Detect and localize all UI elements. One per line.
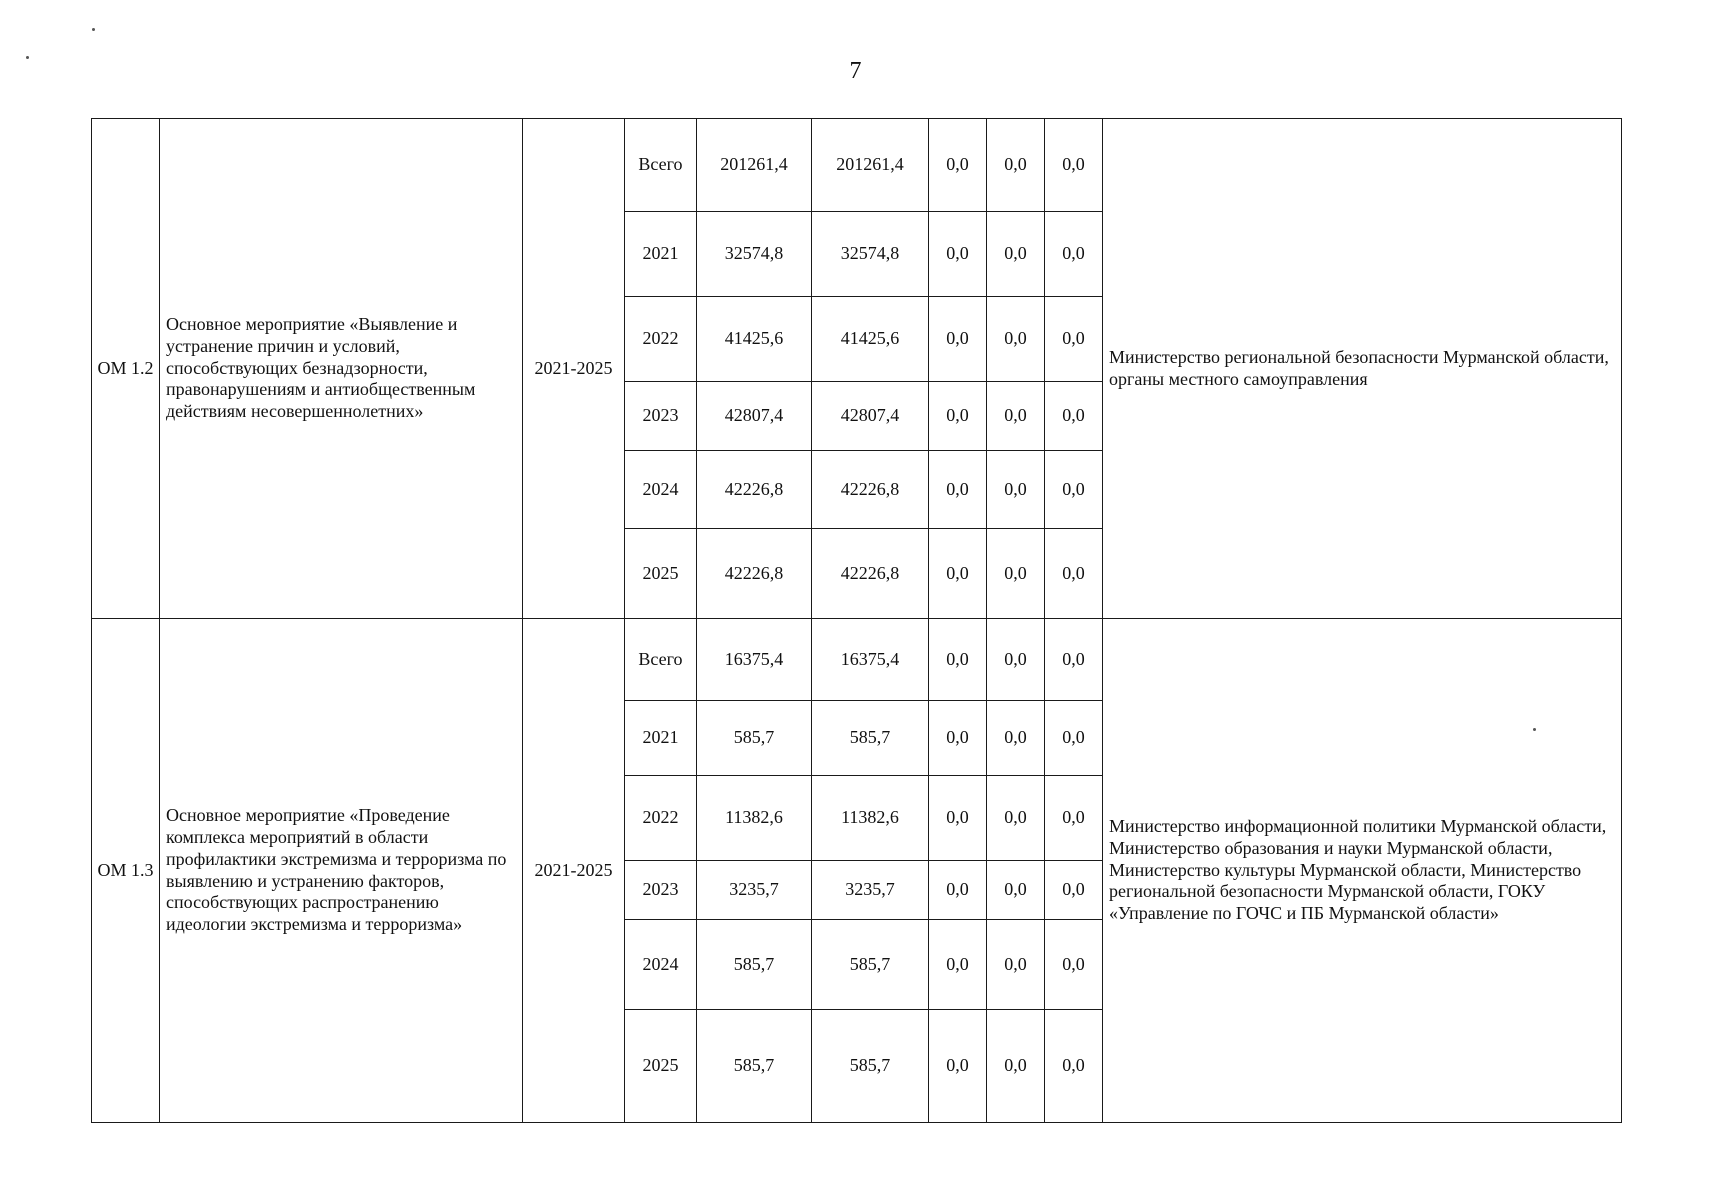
amount-cell: 0,0	[987, 920, 1045, 1010]
amount-cell: 0,0	[987, 451, 1045, 529]
year-cell: 2022	[625, 776, 697, 861]
year-cell: 2025	[625, 529, 697, 619]
scan-speck	[92, 28, 95, 31]
total-cell: 42226,8	[697, 529, 812, 619]
year-cell: 2023	[625, 861, 697, 920]
scan-speck	[26, 56, 29, 59]
amount-cell: 0,0	[929, 119, 987, 212]
total-cell: 585,7	[697, 701, 812, 776]
amount-cell: 0,0	[929, 619, 987, 701]
amount-cell: 0,0	[987, 701, 1045, 776]
program-measures-table	[91, 118, 1622, 1123]
total-cell: 585,7	[697, 1010, 812, 1123]
measure-period: 2021-2025	[523, 119, 625, 619]
amount-cell: 16375,4	[812, 619, 929, 701]
total-cell: 32574,8	[697, 212, 812, 297]
amount-cell: 0,0	[987, 297, 1045, 382]
amount-cell: 0,0	[929, 920, 987, 1010]
amount-cell: 0,0	[929, 451, 987, 529]
amount-cell: 0,0	[987, 529, 1045, 619]
total-cell: 16375,4	[697, 619, 812, 701]
total-cell: 11382,6	[697, 776, 812, 861]
measure-description: Основное мероприятие «Проведение комплекса мероприятий в области профилактики экстремизма и терроризма по выявлению и устранению факторов, способствующих распространению идеологии экстремизма и терроризма»	[160, 619, 523, 1123]
amount-cell: 0,0	[929, 1010, 987, 1123]
year-cell: 2021	[625, 701, 697, 776]
amount-cell: 0,0	[1045, 1010, 1103, 1123]
amount-cell: 0,0	[1045, 451, 1103, 529]
amount-cell: 585,7	[812, 1010, 929, 1123]
amount-cell: 0,0	[1045, 529, 1103, 619]
amount-cell: 0,0	[929, 212, 987, 297]
amount-cell: 0,0	[1045, 382, 1103, 451]
table-row	[92, 619, 1622, 701]
year-cell: 2022	[625, 297, 697, 382]
year-cell: 2024	[625, 920, 697, 1010]
year-cell: 2023	[625, 382, 697, 451]
amount-cell: 0,0	[987, 1010, 1045, 1123]
year-cell: 2024	[625, 451, 697, 529]
amount-cell: 0,0	[1045, 619, 1103, 701]
amount-cell: 585,7	[812, 920, 929, 1010]
amount-cell: 585,7	[812, 701, 929, 776]
amount-cell: 0,0	[929, 529, 987, 619]
scan-speck	[1533, 728, 1536, 731]
total-cell: 585,7	[697, 920, 812, 1010]
total-cell: 3235,7	[697, 861, 812, 920]
amount-cell: 0,0	[929, 776, 987, 861]
measure-period: 2021-2025	[523, 619, 625, 1123]
amount-cell: 0,0	[987, 861, 1045, 920]
amount-cell: 0,0	[987, 119, 1045, 212]
amount-cell: 32574,8	[812, 212, 929, 297]
year-cell: Всего	[625, 619, 697, 701]
amount-cell: 41425,6	[812, 297, 929, 382]
year-cell: 2021	[625, 212, 697, 297]
amount-cell: 42226,8	[812, 451, 929, 529]
total-cell: 41425,6	[697, 297, 812, 382]
amount-cell: 0,0	[1045, 119, 1103, 212]
amount-cell: 0,0	[987, 382, 1045, 451]
amount-cell: 0,0	[1045, 861, 1103, 920]
responsible-executors: Министерство региональной безопасности Мурманской области, органы местного самоуправления	[1103, 119, 1622, 619]
amount-cell: 0,0	[1045, 920, 1103, 1010]
amount-cell: 11382,6	[812, 776, 929, 861]
total-cell: 42226,8	[697, 451, 812, 529]
amount-cell: 42807,4	[812, 382, 929, 451]
amount-cell: 0,0	[1045, 212, 1103, 297]
amount-cell: 0,0	[929, 701, 987, 776]
amount-cell: 0,0	[929, 382, 987, 451]
amount-cell: 0,0	[1045, 297, 1103, 382]
amount-cell: 0,0	[987, 619, 1045, 701]
amount-cell: 3235,7	[812, 861, 929, 920]
year-cell: Всего	[625, 119, 697, 212]
amount-cell: 0,0	[987, 776, 1045, 861]
table-row	[92, 119, 1622, 212]
amount-cell: 0,0	[929, 297, 987, 382]
responsible-executors: Министерство информационной политики Мурманской области, Министерство образования и науки Мурманской области, Министерство культуры Мурманской области, Министерство региональной безопасности Мурманской области, ГОКУ «Управление по ГОЧС и ПБ Мурманской области»	[1103, 619, 1622, 1123]
amount-cell: 0,0	[1045, 701, 1103, 776]
amount-cell: 0,0	[1045, 776, 1103, 861]
amount-cell: 0,0	[987, 212, 1045, 297]
amount-cell: 42226,8	[812, 529, 929, 619]
measure-code: ОМ 1.2	[92, 119, 160, 619]
total-cell: 42807,4	[697, 382, 812, 451]
total-cell: 201261,4	[697, 119, 812, 212]
measure-code: ОМ 1.3	[92, 619, 160, 1123]
year-cell: 2025	[625, 1010, 697, 1123]
amount-cell: 0,0	[929, 861, 987, 920]
amount-cell: 201261,4	[812, 119, 929, 212]
page-number: 7	[849, 58, 862, 84]
measure-description: Основное мероприятие «Выявление и устранение причин и условий, способствующих безнадзорности, правонарушениям и антиобщественным действиям несовершеннолетних»	[160, 119, 523, 619]
